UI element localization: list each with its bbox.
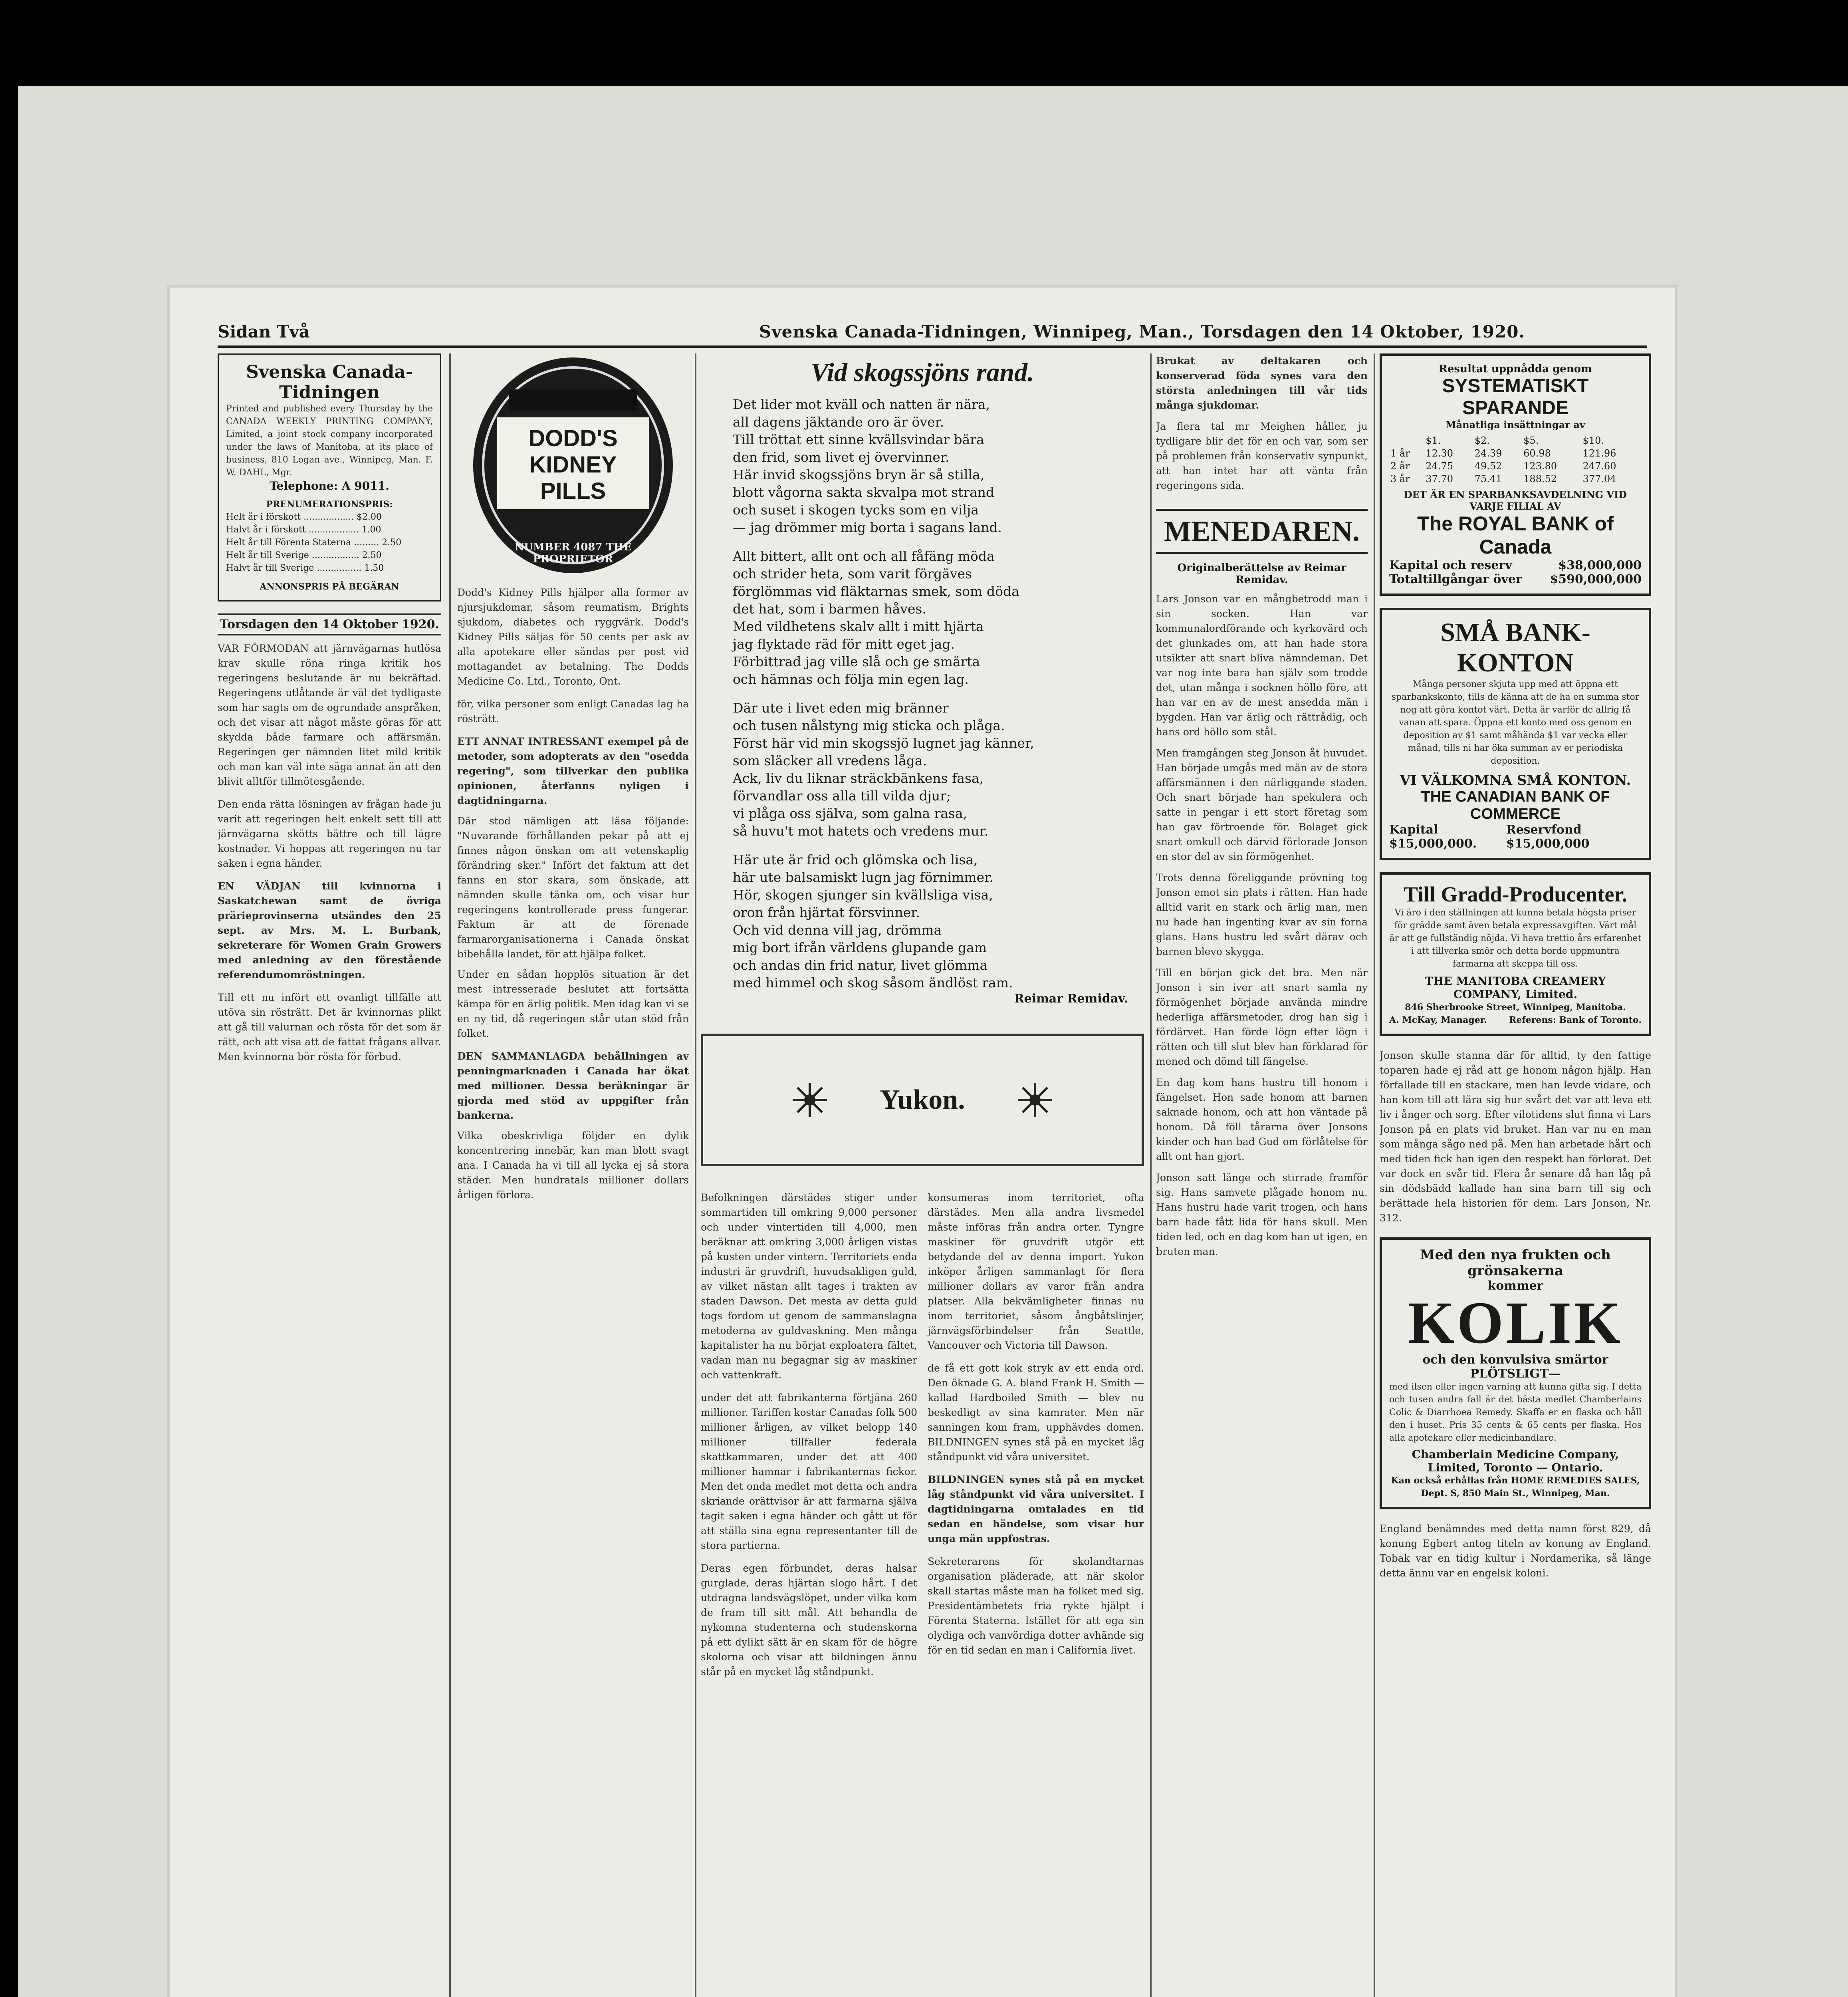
article-paragraph: Där stod nämligen att läsa följande: "Nuvarande förhållanden pekar på att ej finnes någon önskan om att vetenskaplig förändring sker." Infört det faktum att det fanns en stor skara, som önskade, att nämnden skulle tänka om, och visar hur regeringens kontrollerade press fungerar. Faktum är att de förenade farmarorganisationerna i Canada önskat bibehålla landet, för att hjälpa folket. [457,815,689,960]
page-number: Sidan Två [218,322,310,341]
kolik-kicker: grönsakerna [1467,1263,1564,1279]
article-paragraph: Under en sådan hopplös situation är det mest intresserade beslutet att fortsätta kämpa för en ärlig politik. Men idag kan vi se en ny tid, då regeringen står utan stöd från folket. [457,969,689,1039]
kolik-text: med ilsen eller ingen varning att kunna gifta sig. I detta och tusen andra fall är det bästa medlet Chamberlains Colic & Diarrhoea Remedy. Skaffa er en flaska och håll den i huset. Pris 35 cents & 65 cents per flaska. Hos alla apotekare eller medicinhandlare. [1389,1382,1642,1443]
kolik-kicker: Med den nya frukten och [1420,1247,1611,1263]
rate-line: Helt år i förskott .................. $2.00 [226,512,382,522]
story-paragraph: En dag kom hans hustru till honom i fängelset. Hon sade honom att barnen saknade honom, och att hon väntade på honom. Då föll tårarna över Jonsons kinder och han bad Gud om förlåtelse för allt ont han gjort. [1156,1077,1368,1162]
editorial-paragraph: Till ett nu infört ett ovanligt tillfälle att utöva sin rösträtt. Det är kvinnornas plikt att gå till valurnan och rösta för det som är rätt, och att visa att de fattat frågans allvar. Men kvinnorna bör rösta för förbud. [218,992,441,1062]
dateline: Svenska Canada-Tidningen, Winnipeg, Man., Torsdagen den 14 Oktober, 1920. [759,322,1525,341]
table-row: $1. $2. $5. $10. [1426,435,1604,446]
rate-line: Halvt år till Sverige ................ 1.50 [226,563,384,573]
article-heading: ETT ANNAT INTRESSANT exempel på de metoder, som adopterats av den "oseddа regering", som tillverkar den publika opinionen, återfanns nyligen i dagtidningarna. [457,736,689,806]
yukon-paragraph: Deras egen förbundet, deras halsar gurglade, deras hjärtan slogo hårt. I det utdragna landsvägslöpet, under vilka kom de fram till sitt mål. Att behandla de nykomna studenterna och studenskorna på ett dylikt sätt är en skam för de högre skolorna och visar att bildningen ännu står på en mycket låg ståndpunkt. [701,1562,917,1677]
kolik-ad [1380,1237,1651,1509]
yukon-article [701,1190,1144,1679]
column-rule [1150,353,1152,1997]
editorial-paragraph: Den enda rätta lösningen av frågan hade ju varit att regeringen helt enkelt sett till att järnvägarna skötts bättre och till lägre kostnader. Vi hoppas att regeringen nu tar saken i egna händer. [218,798,441,869]
story-paragraph: Jonson satt länge och stirrade framför sig. Hans samvete plågade honom nu. Hans hustru hade varit trogen, och hans barn hade fått lida för hans skull. Men tiden led, och en dag kom han ut igen, en bruten man. [1156,1172,1368,1257]
savings-table [1389,434,1642,486]
film-frame [18,86,1848,1997]
column-rule [1374,353,1375,1997]
story-title: MENEDAREN. [1156,509,1368,554]
masthead-info: Printed and published every Thursday by the CANADA WEEKLY PRINTING COMPANY, Limited, a joint stock company incorporated under the laws of Manitoba, at its place of business, 810 Logan ave., Winnipeg, Man. F. W. DAHL, Mgr. [226,404,433,478]
story-paragraph: Till en början gick det bra. Men när Jonson i sin iver att snart samla ny förmögenhet började använda mindre hederliga affärsmetoder, drog han sig i fördärvet. Han förde lögn efter lögn i rätten och till slut blev han förklarad för mened och dömd till fängelse. [1156,967,1368,1067]
story-intro: Brukat av deltakaren och konserverad föda synes vara den största anledningen till vår tids många sjukdomar. [1156,355,1368,411]
column-rule [695,353,696,1997]
creamery-title: Till Gradd-Producenter. [1403,882,1628,906]
editorial-date: Torsdagen den 14 Oktober 1920. [218,613,441,635]
assets-row: Totaltillgångar över $590,000,000 [1389,572,1642,586]
yukon-paragraph: konsumeras inom territoriet, ofta därstädes. Men alla andra livsmedel måste införas från andra orter. Tyngre maskiner för gruvdrift utgör ett betydande del av denna import. Yukon inköper årligen sammanlagt för flera millioner dollars av varor från andra platser. Alla bekvämligheter finnas nu inom territoriet, såsom ångbåtslinjer, järnvägsförbindelser från Seattle, Vancouver och Victoria till Dawson. [928,1192,1144,1351]
kidney-ad-stamp: NUMBER 4087 THE PROPRIETOR [514,541,632,565]
story-continued: Jonson skulle stanna där för alltid, ty den fattige toparen hade ej råd att ge honom någon hjälp. Han förfallade till en stackare, men han levde vidare, och han kom till att lära sig hur svårt det var att leva ett liv i ånger och sorg. Efter vilotidens slut finna vi Lars Jonson på en plats vid bruket. Han var nu en man som många sågo ned på. Men han arbetade hårt och med tiden fick han igen den respekt han förlorat. Det var dock en svår tid. Flera år senare då han låg på sin dödsbädd kallade han sina barn till sig och berättade hela historien för dem. Lars Jonson, Nr. 312. [1380,1050,1651,1224]
editorial-paragraph: VAR FÖRMODAN att järnvägarnas hutlösa krav skulle röna ringa kritik hos regeringens beslutande är nu bekräftad. Regeringens utlåtande är väl det tydligaste som har sagts om de ogrundade anspråken, och det visar att något måste göras för att skydda både farmare och affärsmän. Regeringen ger nämnden litet mild kritik och man kan väl inte säga annat än att den blivit alltför tillmötesgående. [218,643,441,787]
bank-ad-title: SYSTEMATISKT SPARANDE [1442,375,1589,419]
story-paragraph: Trots denna föreliggande prövning tog Jonson emot sin plats i rätten. Han hade alltid varit en stark och ärlig man, men nu hade han ingenting kvar av sin forna glans. Hans hustru led svårt därav och barnen blevo skygga. [1156,872,1368,957]
yukon-paragraph: de få ett gott kok stryk av ett enda ord. Den öknade G. A. bland Frank H. Smith — kallad Hardboiled Smith — blev nu beskedligt av sina kamrater. Men när sanningen kom fram, upphävdes domen. BILDNINGEN synes stå på en mycket låg ståndpunkt vid våra universitet. [928,1362,1144,1463]
small-accounts-title: SMÅ BANK-KONTON [1440,618,1590,677]
article-heading: DEN SAMMANLAGDA behållningen av penningmarknaden i Canada har ökat med millioner. Dessa beräkningar är gjorda med stöd av uppgifter från bankerna. [457,1050,689,1121]
creamery-address: 846 Sherbrooke Street, Winnipeg, Manitoba. [1405,1002,1626,1012]
page-header [218,318,1647,348]
column-5 [1380,353,1651,1997]
commerce-bank-name: THE CANADIAN BANK OF COMMERCE [1421,788,1610,822]
commerce-capital-row: Kapital $15,000,000. Reservfond $15,000,000 [1389,823,1590,851]
story-paragraph: Men framgången steg Jonson åt huvudet. Han började umgås med män av de stora affärsmännen i den närliggande staden. Och snart började han spekulera och satte in pengar i ett stort företag som han gav förtroende för. Bolaget gick snart omkull och därvid förlorade Jonson en stor del av sin förmögenhet. [1156,747,1368,862]
column-1 [218,353,441,1997]
table-row: 3 år 37.70 75.41 188.52 377.04 [1390,473,1616,484]
newspaper-page [170,288,1675,1997]
poem-stanza: Här ute är frid och glömska och lisa, här ute balsamiskt lugn jag förnimmer. Hör, skogen sjunger sin kvällsliga visa, oron från hjärtat försvinner. Och vid denna vill jag, drömma mig bort ifrån världens glupande gam och andas din frid natur, livet glömma med himmel och skog såsom ändlöst ram. [733,852,1013,991]
column-2 [457,353,689,1997]
story-byline: Originalberättelse av Reimar Remidav. [1177,562,1346,586]
yukon-banner [701,1034,1144,1166]
creamery-company: THE MANITOBA CREAMERY COMPANY, Limited. [1425,975,1606,1001]
table-row: 1 år 12.30 24.39 60.98 121.96 [1390,448,1616,459]
flower-ornament-icon [1017,1082,1053,1118]
yukon-title: Yukon. [880,1084,965,1115]
royal-bank-ad [1380,353,1651,596]
kolik-sub: och den konvulsiva smärtor PLÖTSLIGT— [1422,1353,1608,1381]
flower-ornament-icon [792,1082,828,1118]
rate-line: Halvt år i förskott .................. 1.00 [226,525,381,535]
table-row: 2 år 24.75 49.52 123.80 247.60 [1390,461,1616,472]
small-accounts-text: Många personer skjuta upp med att öppna ett sparbankskonto, tills de känna att de ha en summa stor nog att göra kontot värt. Detta är varför de allrig få vanan att spara. Öppna ett konto med oss genom en deposition av $1 samt måhända $1 var vecka eller månad, tills ni har öka summan av er periodiska deposition. [1391,679,1640,766]
welcome-line: VI VÄLKOMNA SMÅ KONTON. [1400,772,1631,788]
rates-heading: PRENUMERATIONSPRIS: [266,499,393,510]
yukon-paragraph: under det att fabrikanterna förtjäna 260 millioner. Tariffen kostar Canadas folk 500 millioner årligen, av vilket belopp 140 millioner tillfaller federala skattkammaren, under det att 400 millioner hamnar i fabrikanternas fickor. Men det onda medlet mot detta och andra skriande orättvisor är att farmarna själva tagit saken i egna händer och gått ut för att ställa sina egna representanter till de stora partierna. [701,1392,917,1551]
article-paragraph: Vilka obeskrivliga följder en dylik koncentrering innebär, kan man blott svagt ana. I Canada ha vi till all lycka ej så stora städer. Men hundratals millioner dollars årligen förlora. [457,1130,689,1201]
story-paragraph: Lars Jonson var en mångbetrodd man i sin socken. Han var kommunalordförande och kyrkovärd och det glunkades om, att han hade stora utsikter att snart bliva nämndeman. Det var nog inte bara han själv som trodde det, utan många i socknen höllo före, att han var en av de mest ansedda män i bygden. Han var ärlig och rättrådig, och hans ord höllo som stål. [1156,593,1368,738]
royal-bank-name: The ROYAL BANK of Canada [1417,512,1614,558]
rate-line: Helt år till Sverige ................. 2.50 [226,550,382,560]
column-rule [449,353,451,1997]
ad-rates-heading: ANNONSPRIS PÅ BEGÄRAN [260,582,399,592]
yukon-paragraph: Sekreterarens för skolandtarnas organisation pläderade, att när skolor skall startas måste man ha folket med sig. Presidentämbetets fria rykte hjälpt i Förenta Staterna. Istället för att ega sin olydiga och vanvördiga dotter avhände sig för en tid sedan en man i Californiа livet. [928,1556,1144,1656]
column-3 [701,353,1144,1997]
masthead-title: Svenska Canada-Tidningen [246,362,413,403]
bank-ad-sub: Månatliga insättningar av [1445,419,1585,431]
creamery-text: Vi äro i den ställningen att kunna betala högsta priser för grädde samt även betala expressavgiften. Värt mål är att ge fullständig nöjda. Vi hava trettio års erfarenhet i att tillverka smör och detta borde uppmuntra farmarna att skeppa till oss. [1389,908,1642,969]
poem-stanza: Där ute i livet eden mig bränner och tusen nålstyng mig sticka och plåga. Först här vid min skogssjö lugnet jag känner, som släcker all vredens låga. Ack, liv du liknar sträckbänkens fasa, förvandlar oss alla till vilda djur; vi plåga oss själva, som galna rasa, så huvu't mot hatets och vredens mur. [733,700,1034,839]
creamery-footer: A. McKay, Manager. Referens: Bank of Toronto. [1389,1015,1642,1025]
story-intro: Ja flera tal mr Meighen håller, ju tydligare blir det för en och var, som ser på problemen från konservativ synpunkt, att han intet har att vänta från regeringens sida. [1156,421,1368,491]
poem-title: Vid skogssjöns rand. [811,358,1034,387]
commerce-bank-ad [1380,608,1651,860]
telephone: Telephone: A 9011. [270,479,389,492]
kidney-ad-title: DODD'S KIDNEY PILLS [528,425,618,504]
kolik-kicker: kommer [1487,1279,1543,1293]
footnote-paragraph: England benämndes med detta namn först 829, då konung Egbert antog titeln av konung av England. Tobak var en tidig kultur i Nordamerika, så länge detta ännu var en engelsk koloni. [1380,1523,1651,1579]
masthead-box [218,353,441,601]
creamery-ad [1380,872,1651,1036]
column-4 [1156,353,1368,1997]
kolik-note: Kan också erhållas från HOME REMEDIES SALES, Dept. S, 850 Main St., Winnipeg, Man. [1391,1475,1640,1499]
bank-ad-line: DET ÄR EN SPARBANKSAVDELNING VID VARJE FILIAL AV [1404,489,1627,512]
yukon-paragraph: Befolkningen därstädes stiger under sommartiden till omkring 9,000 personer och under vintertiden till 4,000, men beräknar att omkring 3,000 årligen vistas på kusten under vintern. Territoriets enda industri är gruvdrift, huvudsakligen guld, av vilket nästan allt tages i trakten av staden Dawson. Det mesta av detta guld togs fordom ut genom de sammanslagna metoderna av guldvaskning. Men många kapitalister ha nu börjat exploatera fältet, vadan man nu begagnar sig av maskiner och vattenkraft. [701,1192,917,1381]
poem-stanza: Allt bittert, allt ont och all fåfäng möda och strider heta, som varit förgäves förglömmas vid fläktarnas smek, som döda det hat, som i barmen håves. Med vildhetens skalv allt i mitt hjärta jag flyktade räd för mitt eget jag. Förbittrad jag ville slå och ge smärta och hämnas och följa min egen lag. [733,548,1019,687]
rate-line: Helt år till Förenta Staterna ......... 2.50 [226,538,402,548]
kidney-pills-ad-image [469,353,677,577]
capital-row: Kapital och reserv $38,000,000 [1389,558,1642,572]
poem-author: Reimar Remidav. [1014,992,1128,1006]
poem-stanza: Det lider mot kväll och natten är nära, all dagens jäktande oro är över. Till tröttat ett sinne kvällsvindar bära den frid, som livet ej övervinner. Här invid skogssjöns bryn är så stilla, blott vågorna sakta skvalpa mot strand och suset i skogen tycks som en vilja — jag drömmer mig borta i sagans land. [733,397,1002,535]
article-paragraph: för, vilka personer som enligt Canadas lag ha rösträtt. [457,698,689,725]
kidney-ad-text: Dodd's Kidney Pills hjälper alla former av njursjukdomar, såsom reumatism, Brights sjukdom, diabetes och ryggvärk. Dodd's Kidney Pills säljas för 50 cents per ask av alla apotekare eller sändas per post vid mottagandet av betalning. The Dodds Medicine Co. Ltd., Toronto, Ont. [457,587,689,687]
kolik-title: KOLIK [1408,1290,1623,1356]
bank-ad-kicker: Resultat uppnådda genom [1439,363,1592,375]
yukon-heading: BILDNINGEN synes stå på en mycket låg ståndpunkt vid våra universitet. I dagtidningarna omtalades en tid sedan en händelse, som visar hur unga män uppfostras. [928,1474,1144,1544]
editorial-heading: EN VÄDJAN till kvinnorna i Saskatchewan samt de övriga prärieprovinserna utsändes den 25 sept. av Mrs. M. L. Burbank, sekreterare för Women Grain Growers med anledning av den förestående referendumomröstningen. [218,880,441,981]
kolik-company: Chamberlain Medicine Company, Limited, Toronto — Ontario. [1412,1448,1619,1474]
